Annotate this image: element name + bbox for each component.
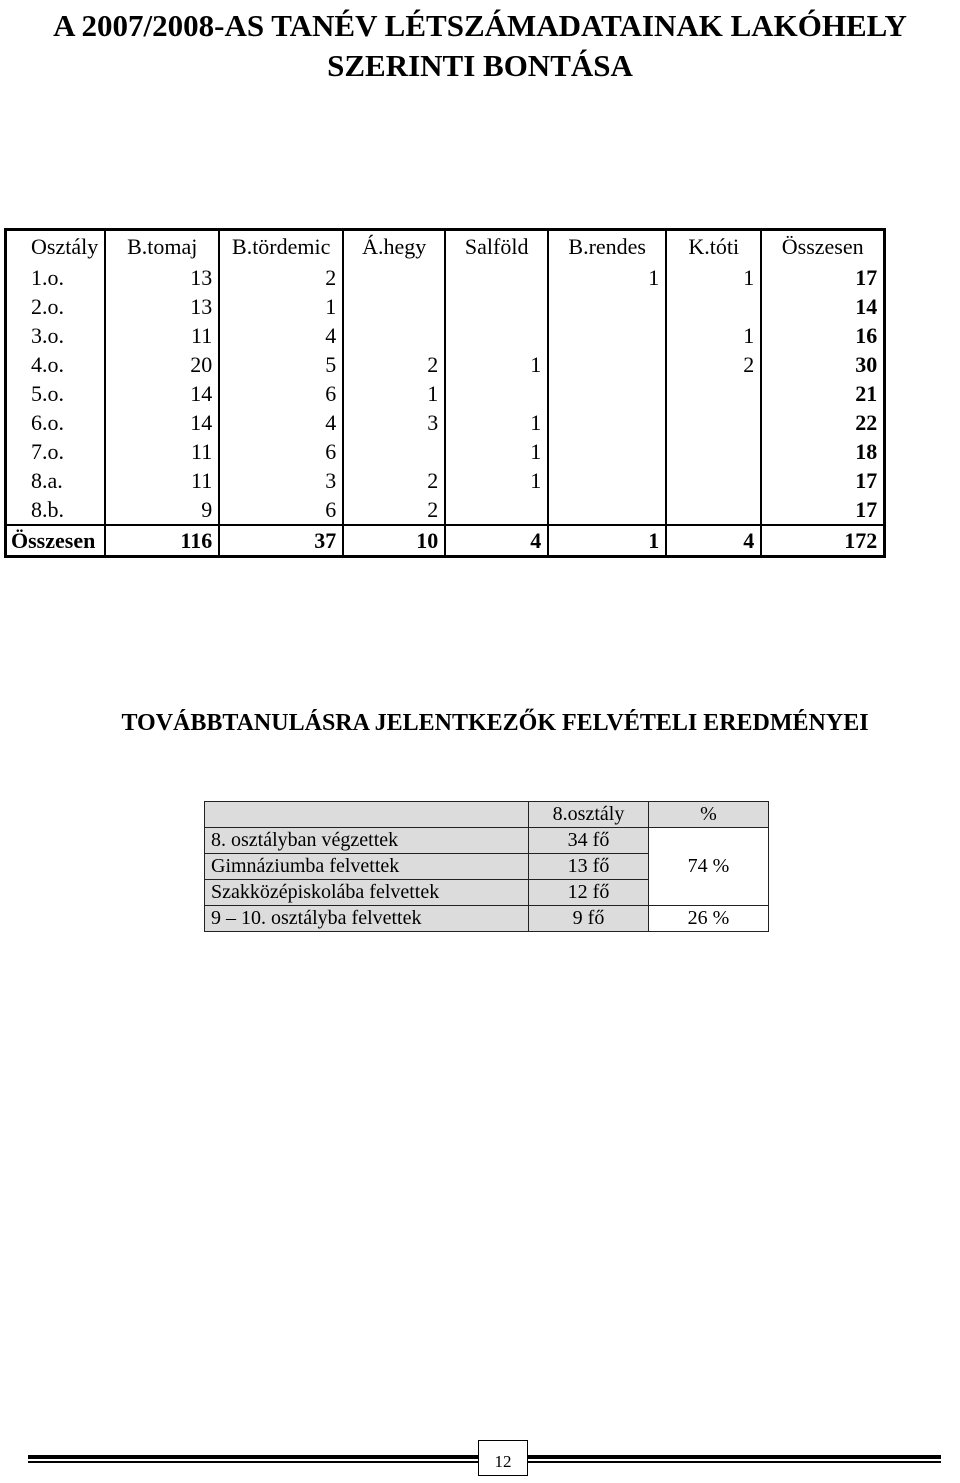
table-cell: 3 [219,466,343,495]
row-label: 5.o. [6,379,106,408]
table-cell [548,321,666,350]
table-row [6,408,885,437]
row-label: 8. osztályban végzettek [205,828,529,854]
table-cell: 1 [343,379,445,408]
table-cell: 14 [105,379,219,408]
total-cell: 1 [548,525,666,557]
table-cell [666,466,761,495]
table-cell: 3 [343,408,445,437]
row-total: 22 [761,408,885,437]
table-cell: 5 [219,350,343,379]
header-cell: Osztály [6,230,106,264]
table-cell: 2 [343,466,445,495]
row-label: 1.o. [6,263,106,292]
table-cell: 1 [548,263,666,292]
row-total: 14 [761,292,885,321]
header-cell: B.tomaj [105,230,219,264]
table-header-row [6,230,885,264]
table-row [205,828,769,854]
header-cell [205,802,529,828]
table-row [6,292,885,321]
row-label: 3.o. [6,321,106,350]
total-cell: 37 [219,525,343,557]
row-label: 8.b. [6,495,106,525]
section-subtitle: TOVÁBBTANULÁSRA JELENTKEZŐK FELVÉTELI EREDMÉNYEI [121,710,869,736]
table-cell [445,495,548,525]
header-cell: B.tördemic [219,230,343,264]
total-label: Összesen [6,525,106,557]
table-cell: 20 [105,350,219,379]
table-cell [548,466,666,495]
table-cell [445,292,548,321]
row-label: Szakközépiskolába felvettek [205,880,529,906]
table-row [205,854,769,880]
table-cell [343,263,445,292]
table-row [6,263,885,292]
table-cell [666,437,761,466]
row-total: 16 [761,321,885,350]
table-cell: 9 [105,495,219,525]
table-cell [343,321,445,350]
title-line-2: SZERINTI BONTÁSA [327,48,633,83]
table-cell: 4 [219,408,343,437]
percent-cell: 26 % [649,906,769,932]
table-cell: 14 [105,408,219,437]
table-cell: 6 [219,437,343,466]
table-row [205,906,769,932]
header-cell: % [649,802,769,828]
table-total-row [6,525,885,557]
table-row [6,437,885,466]
table-cell [445,263,548,292]
table-cell: 1 [445,350,548,379]
table-header-row [205,802,769,828]
row-label: 6.o. [6,408,106,437]
row-total: 17 [761,263,885,292]
table-row [6,321,885,350]
title-line-1: A 2007/2008-AS TANÉV LÉTSZÁMADATAINAK LAKÓHELY [53,8,907,43]
table-cell [666,379,761,408]
table-cell [548,408,666,437]
table-cell: 13 fő [529,854,649,880]
table-cell [666,495,761,525]
table-cell [666,292,761,321]
table-row [6,350,885,379]
table-cell: 11 [105,437,219,466]
table-cell [343,292,445,321]
table-cell: 11 [105,321,219,350]
percent-cell: 74 % [649,854,769,880]
table-cell: 1 [666,321,761,350]
total-cell: 4 [666,525,761,557]
table-cell: 6 [219,495,343,525]
table-cell: 1 [666,263,761,292]
table-cell [445,321,548,350]
table-cell: 12 fő [529,880,649,906]
table-cell: 2 [219,263,343,292]
page-title [0,6,960,86]
footer-rule-right-thin [526,1461,941,1463]
table-cell: 1 [445,437,548,466]
footer-rule-left-thin [28,1461,478,1463]
table-cell [445,379,548,408]
header-cell: 8.osztály [529,802,649,828]
total-cell: 10 [343,525,445,557]
table-cell [548,350,666,379]
table-cell: 13 [105,292,219,321]
row-label: 7.o. [6,437,106,466]
table-cell: 2 [666,350,761,379]
row-total: 17 [761,466,885,495]
table-cell: 1 [219,292,343,321]
row-label: 4.o. [6,350,106,379]
page-number: 12 [478,1440,528,1476]
header-cell: Salföld [445,230,548,264]
table-row [6,379,885,408]
total-cell: 4 [445,525,548,557]
table-cell: 1 [445,466,548,495]
enrollment-by-residence-table [4,228,886,558]
percent-cell [649,880,769,906]
row-label: 2.o. [6,292,106,321]
table-cell: 1 [445,408,548,437]
table-row [6,466,885,495]
table-cell: 6 [219,379,343,408]
total-cell: 116 [105,525,219,557]
header-cell: B.rendes [548,230,666,264]
table-cell: 13 [105,263,219,292]
table-row [205,880,769,906]
row-label: 9 – 10. osztályba felvettek [205,906,529,932]
row-total: 30 [761,350,885,379]
table-cell: 11 [105,466,219,495]
row-label: Gimnáziumba felvettek [205,854,529,880]
table-cell [343,437,445,466]
table-row [6,495,885,525]
row-total: 21 [761,379,885,408]
table-cell [666,408,761,437]
footer-rule-right [526,1455,941,1459]
table-cell: 34 fő [529,828,649,854]
header-cell: K.tóti [666,230,761,264]
footer-rule-left [28,1455,478,1459]
table-cell: 4 [219,321,343,350]
header-cell: Á.hegy [343,230,445,264]
row-total: 18 [761,437,885,466]
percent-cell [649,828,769,854]
table-cell: 2 [343,350,445,379]
table-cell [548,495,666,525]
header-cell: Összesen [761,230,885,264]
table-cell: 2 [343,495,445,525]
table-cell [548,437,666,466]
admission-results-table [204,801,769,932]
grand-total: 172 [761,525,885,557]
table-cell [548,292,666,321]
table-cell: 9 fő [529,906,649,932]
row-total: 17 [761,495,885,525]
table-cell [548,379,666,408]
row-label: 8.a. [6,466,106,495]
